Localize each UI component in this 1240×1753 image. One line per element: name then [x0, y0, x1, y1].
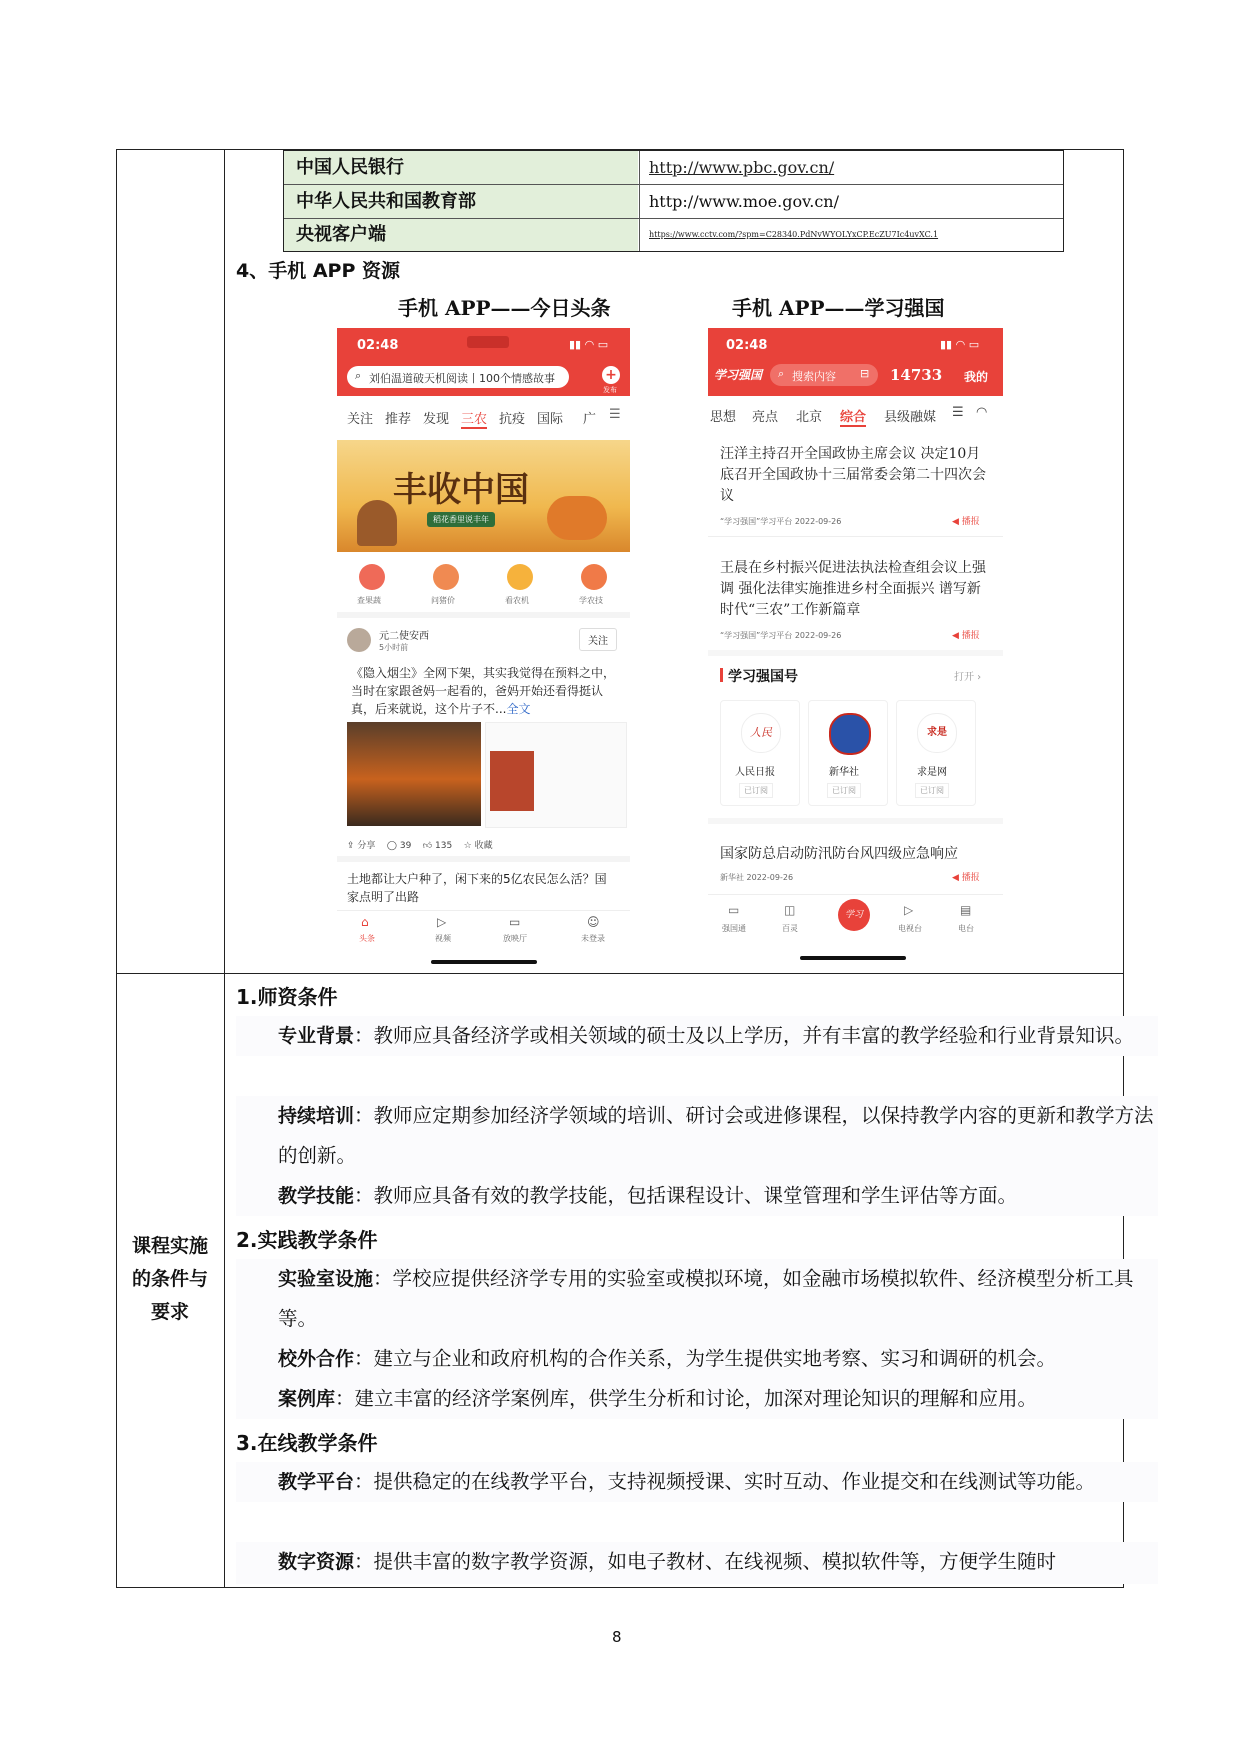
toutiao-title: 手机 APP——今日头条	[398, 296, 611, 320]
status-time: 02:48	[726, 338, 768, 353]
qiushi-logo: 求是	[917, 713, 957, 753]
banner-title: 丰收中国	[393, 470, 529, 510]
machine-icon[interactable]	[507, 564, 533, 590]
paragraph-text: ：学校应提供经济学专用的实验室或模拟环境，如金融市场模拟软件、经济模型分析工具等。	[278, 1267, 1134, 1330]
xinhua-logo	[829, 713, 871, 755]
paragraph	[236, 1096, 1158, 1176]
paragraph-term: 教学平台	[278, 1471, 355, 1493]
divider	[708, 650, 1003, 656]
bottom-nav	[337, 910, 630, 949]
share-label[interactable]: 分享	[357, 841, 376, 851]
table-border-bottom	[116, 1587, 1124, 1588]
paragraph-term: 持续培训	[278, 1105, 355, 1127]
news-title[interactable]: 国家防总启动防汛防台风四级应急响应	[720, 846, 958, 862]
shortcut-label: 看农机	[505, 596, 529, 605]
subscribe-status[interactable]: 已订阅	[827, 783, 861, 798]
tab-active[interactable]: 三农	[461, 408, 487, 429]
scan-icon[interactable]: ⊟	[860, 367, 870, 380]
xuexi-logo: 学习强国	[714, 368, 763, 382]
divider	[708, 536, 1003, 537]
follow-button[interactable]: 关注	[579, 628, 617, 651]
news-source: “学习强国”学习平台 2022-09-26	[720, 517, 842, 526]
xuexi-title: 手机 APP——学习强国	[732, 296, 945, 320]
pumpkin-figure	[547, 496, 607, 540]
favorite-label[interactable]: 收藏	[474, 841, 493, 851]
account-name: 求是网	[917, 767, 947, 778]
search-icon: ⌕	[778, 367, 785, 380]
site-name: 央视客户端	[284, 219, 638, 251]
news-title[interactable]: 汪洋主持召开全国政协主席会议 决定10月底召开全国政协十三届常委会第二十四次会议	[720, 446, 986, 504]
pig-icon[interactable]	[433, 564, 459, 590]
section-marker	[720, 668, 723, 682]
site-url-link[interactable]: http://www.moe.gov.cn/	[649, 192, 839, 211]
broadcast-button[interactable]	[952, 628, 980, 641]
tv-icon[interactable]: ▭	[509, 915, 521, 929]
broadcast-button[interactable]	[952, 514, 980, 527]
site-row	[284, 185, 1063, 218]
broadcast-label: 播报	[961, 873, 980, 883]
mine-link[interactable]: 我的	[964, 370, 989, 384]
comment-icon[interactable]: ◯	[386, 841, 397, 851]
site-table-line	[283, 251, 1063, 252]
renmin-logo: 人民	[741, 713, 781, 753]
author-name[interactable]: 元二使安西	[379, 631, 429, 642]
paragraph-term: 案例库	[278, 1388, 336, 1410]
tab[interactable]: 国际	[537, 412, 564, 427]
movie-poster	[490, 751, 534, 811]
share-icon[interactable]: ⇪	[347, 841, 355, 851]
site-row	[284, 151, 1063, 184]
news-title[interactable]: 王晨在乡村振兴促进法执法检查组会议上强调 强化法律实施推进乡村全面振兴 谱写新时代“三农”工作新篇章	[720, 560, 986, 618]
nav-label[interactable]: 未登录	[581, 934, 605, 943]
signal-icon: ▮▮ ◠ ▭	[569, 338, 609, 351]
post-time: 5小时前	[379, 643, 409, 652]
paragraph	[236, 1176, 1158, 1216]
xuexi-header	[708, 328, 1003, 396]
tab[interactable]: 发现	[423, 412, 450, 427]
post-text[interactable]	[351, 664, 621, 718]
search-icon: ⌕	[355, 369, 362, 382]
menu-icon[interactable]: ☰	[952, 405, 964, 420]
home-indicator	[800, 956, 906, 960]
site-row	[284, 219, 1063, 251]
news-source: 新华社 2022-09-26	[720, 873, 794, 882]
study-button[interactable]: 学习	[838, 899, 870, 931]
speaker-icon: ◀	[952, 631, 959, 641]
tab[interactable]: 北京	[796, 410, 823, 425]
account-card[interactable]	[808, 700, 888, 806]
like-icon[interactable]: 👍︎	[422, 841, 433, 851]
tab[interactable]: 关注	[347, 412, 374, 427]
tab[interactable]: 广	[583, 412, 597, 427]
tab[interactable]: 推荐	[385, 412, 412, 427]
farmer-figure	[357, 500, 397, 546]
paragraph	[236, 1379, 1158, 1419]
nav-label[interactable]: 视频	[435, 934, 451, 943]
subscribe-status[interactable]: 已订阅	[915, 783, 949, 798]
post-image[interactable]	[347, 722, 481, 826]
nav-label[interactable]: 强国通	[722, 924, 746, 933]
like-count[interactable]: 135	[435, 841, 453, 851]
paragraph-text: ：教师应定期参加经济学领域的培训、研讨会或进修课程，以保持教学内容的更新和教学方法的创新。	[278, 1104, 1154, 1167]
shortcut-label: 学农技	[579, 596, 603, 605]
paragraph-text: ：教师应具备经济学或相关领域的硕士及以上学历，并有丰富的教学经验和行业背景知识。	[354, 1024, 1135, 1047]
paragraph-text: ：提供稳定的在线教学平台，支持视频授课、实时互动、作业提交和在线测试等功能。	[354, 1470, 1096, 1493]
open-label: 打开	[954, 672, 974, 683]
site-url-link[interactable]: http://www.pbc.gov.cn/	[649, 158, 835, 177]
post-body: 《隐入烟尘》全网下架，其实我觉得在预料之中，当时在家跟爸妈一起看的，爸妈开始还看得挺认真，后来就说，这个片子不...	[351, 666, 616, 716]
speaker-icon: ◀	[952, 517, 959, 527]
status-time: 02:48	[357, 338, 399, 353]
open-link[interactable]: 打开 ›	[954, 672, 982, 683]
toutiao-logo	[467, 336, 509, 348]
comment-count[interactable]: 39	[399, 841, 412, 851]
bell-icon[interactable]: ◫	[784, 903, 796, 917]
account-card[interactable]	[720, 700, 800, 806]
paragraph-text: ：建立丰富的经济学案例库，供学生分析和讨论，加深对理论知识的理解和应用。	[335, 1387, 1038, 1410]
chat-icon[interactable]: ▭	[728, 903, 740, 917]
nav-label[interactable]: 百灵	[782, 924, 798, 933]
site-name: 中国人民银行	[284, 151, 638, 184]
divider	[708, 818, 1003, 824]
broadcast-label: 播报	[961, 631, 980, 641]
paragraph-text: ：提供丰富的数字教学资源，如电子教材、在线视频、模拟软件等，方便学生随时	[354, 1550, 1057, 1573]
table-row-divider	[116, 973, 1124, 974]
paragraph-term: 实验室设施	[278, 1268, 374, 1290]
shortcut-label: 问猪价	[431, 596, 455, 605]
headline[interactable]: 土地都让大户种了，闲下来的5亿农民怎么活？国家点明了出路	[347, 872, 607, 904]
post-full-link[interactable]: 全文	[506, 702, 531, 716]
points-count[interactable]: 14733	[890, 366, 943, 384]
table-column-divider	[224, 149, 225, 1588]
nav-label[interactable]: 头条	[359, 934, 375, 943]
search-text: 刘伯温道破天机阅读丨100个情感故事	[369, 372, 555, 385]
home-indicator	[431, 960, 537, 964]
xuexi-search-input[interactable]	[770, 364, 878, 386]
news-source: “学习强国”学习平台 2022-09-26	[720, 631, 842, 640]
divider	[337, 856, 630, 862]
paragraph	[236, 1542, 1158, 1584]
requirements-label	[124, 1230, 216, 1329]
toutiao-screenshot	[337, 328, 630, 968]
publish-button[interactable]: +	[602, 366, 620, 384]
nav-label[interactable]: 放映厅	[503, 934, 527, 943]
divider	[337, 612, 630, 618]
star-icon[interactable]: ☆	[463, 841, 472, 851]
site-table-line	[639, 151, 640, 251]
nav-label[interactable]: 电视台	[898, 924, 922, 933]
account-name: 人民日报	[735, 767, 775, 778]
paragraph	[236, 1462, 1158, 1502]
site-url-link[interactable]: https://www.cctv.com/?spm=C28340.PdNvWYOLYxCP.EcZU7Ic4uvXC.1	[649, 230, 939, 239]
harvest-banner[interactable]	[337, 440, 630, 552]
shortcut-label: 查果蔬	[357, 596, 381, 605]
paragraph	[236, 1339, 1158, 1379]
banner-subtitle: 稻花香里说丰年	[427, 512, 495, 527]
section-heading: 1.师资条件	[236, 985, 338, 1009]
account-card[interactable]	[896, 700, 976, 806]
section-4-heading: 4、手机 APP 资源	[236, 260, 401, 282]
paragraph-text: ：建立与企业和政府机构的合作关系，为学生提供实地考察、实习和调研的机会。	[354, 1347, 1057, 1370]
subscribe-status[interactable]: 已订阅	[739, 783, 773, 798]
tab-active[interactable]: 综合	[840, 406, 866, 427]
signal-icon: ▮▮ ◠ ▭	[940, 338, 980, 351]
fruit-icon[interactable]	[359, 564, 385, 590]
tab[interactable]: 县级融媒	[884, 410, 937, 425]
user-icon[interactable]: ☺	[587, 915, 600, 929]
post-image-thumb[interactable]	[485, 722, 627, 828]
paragraph-term: 专业背景	[278, 1025, 355, 1047]
tab[interactable]: 抗疫	[499, 412, 526, 427]
publish-label: 发布	[603, 386, 617, 394]
toutiao-header	[337, 328, 630, 396]
xuexi-screenshot	[708, 328, 1003, 968]
account-name: 新华社	[829, 767, 859, 778]
tab[interactable]: 亮点	[752, 410, 779, 425]
radio-icon[interactable]: ▤	[960, 903, 972, 917]
speaker-icon: ◀	[952, 873, 959, 883]
toutiao-search-input[interactable]	[347, 366, 569, 388]
headphone-icon[interactable]: ◠	[976, 405, 988, 420]
bottom-nav	[708, 894, 1003, 945]
paragraph	[236, 1259, 1158, 1339]
paragraph-text: ：教师应具备有效的教学技能，包括课程设计、课堂管理和学生评估等方面。	[354, 1184, 1018, 1207]
nav-label[interactable]: 电台	[958, 924, 974, 933]
section-heading: 3.在线教学条件	[236, 1431, 378, 1455]
requirements-label-text: 课程实施的条件与要求	[131, 1235, 208, 1323]
table-border-left	[116, 149, 117, 1588]
broadcast-label: 播报	[961, 517, 980, 527]
section-title: 学习强国号	[728, 669, 798, 685]
home-icon[interactable]: ⌂	[361, 915, 369, 929]
learn-icon[interactable]	[581, 564, 607, 590]
broadcast-button[interactable]	[952, 870, 980, 883]
video-icon[interactable]: ▷	[437, 915, 447, 929]
paragraph-term: 校外合作	[278, 1348, 355, 1370]
search-text: 搜索内容	[792, 370, 836, 383]
section-heading: 2.实践教学条件	[236, 1228, 378, 1252]
paragraph	[236, 1016, 1158, 1056]
site-name: 中华人民共和国教育部	[284, 185, 638, 218]
site-table-line	[1063, 150, 1064, 252]
avatar[interactable]	[347, 628, 371, 652]
menu-icon[interactable]: ☰	[609, 407, 621, 422]
play-icon[interactable]: ▷	[904, 903, 914, 917]
post-actions	[347, 838, 493, 851]
paragraph-term: 教学技能	[278, 1185, 355, 1207]
page-number: 8	[612, 1628, 622, 1646]
paragraph-term: 数字资源	[278, 1551, 355, 1573]
tab[interactable]: 思想	[710, 410, 737, 425]
